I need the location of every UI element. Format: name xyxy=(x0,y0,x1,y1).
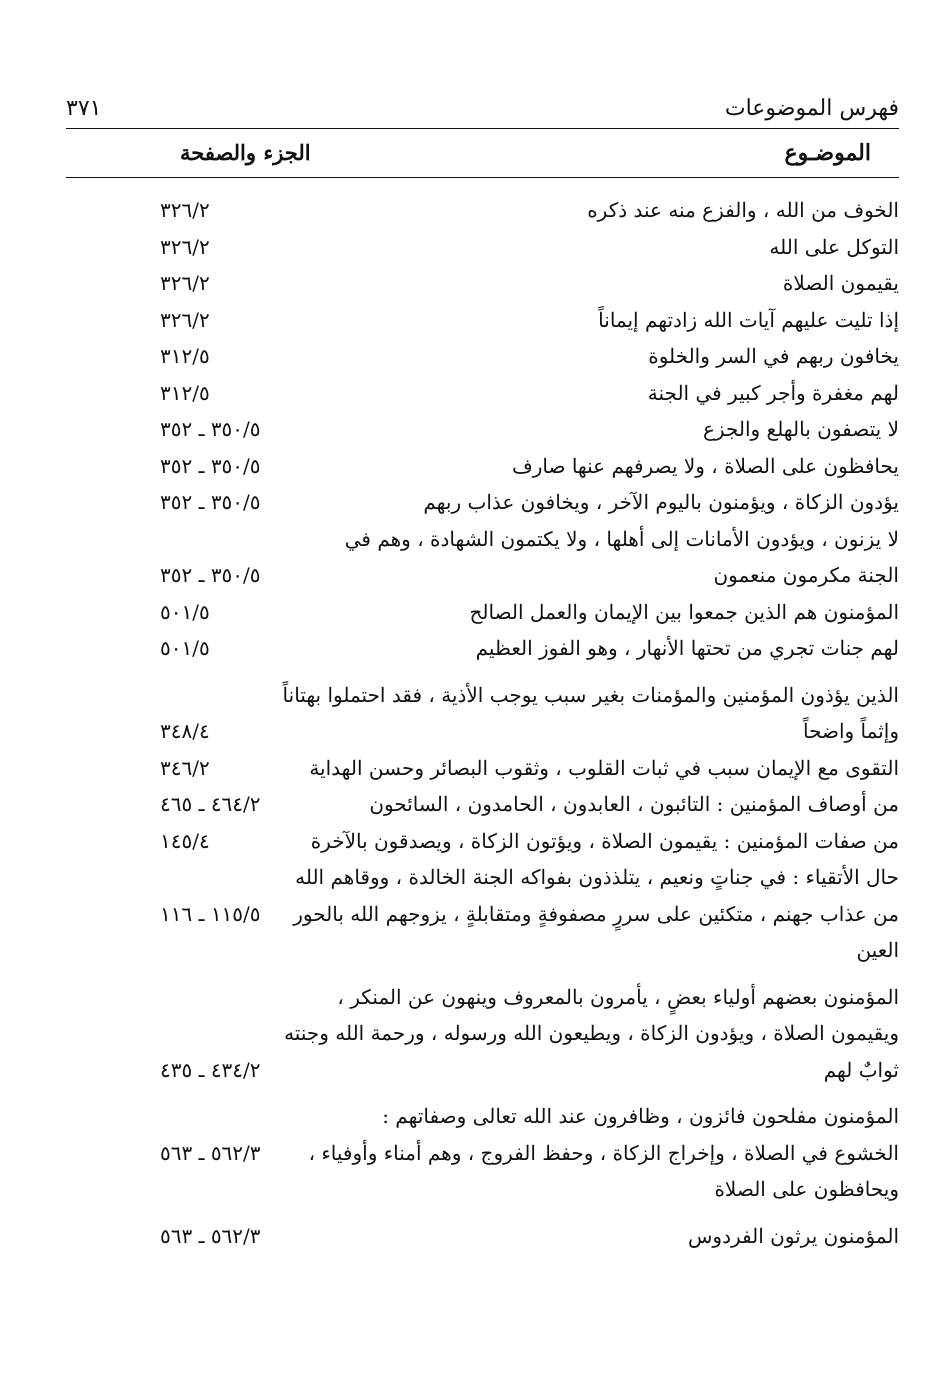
entry-text-line: لا يزنون ، ويؤدون الأمانات إلى أهلها ، ولا يكتمون الشهادة ، وهم في xyxy=(344,526,899,551)
entry-text-line: الخوف من الله ، والفزع منه عند ذكره xyxy=(587,198,899,222)
entry-text-line: ويحافظون على الصلاة xyxy=(714,1177,899,1201)
index-entry xyxy=(66,338,899,375)
entry-page-reference: ١١٥/٥ ـ ١١٦ xyxy=(160,901,261,926)
entry-text-line: لا يتصفون بالهلع والجزع xyxy=(703,417,899,441)
index-entry xyxy=(66,302,899,339)
entry-text-line: الذين يؤذون المؤمنين والمؤمنات بغير سبب يوجب الأذية ، فقد احتملوا بهتاناً xyxy=(282,682,899,707)
entry-page-reference: ٣٢٦/٢ xyxy=(160,307,210,332)
index-entry xyxy=(66,265,899,302)
topic-column-heading: الموضـوع xyxy=(784,140,871,166)
entry-text-line: المؤمنون هم الذين جمعوا بين الإيمان والعمل الصالح xyxy=(469,599,899,624)
index-entries xyxy=(66,192,899,1254)
entry-page-reference: ٣١٢/٥ xyxy=(160,344,210,368)
index-entry xyxy=(66,521,899,594)
index-entry xyxy=(66,979,899,1089)
entry-page-reference: ٣١٢/٥ xyxy=(160,380,210,405)
index-entry xyxy=(66,630,899,667)
entry-page-reference: ٥٠١/٥ xyxy=(160,599,210,624)
header-rule xyxy=(66,128,899,129)
entry-page-reference: ٣٥٠/٥ ـ ٣٥٢ xyxy=(160,417,261,441)
entry-page-reference: ٤٣٤/٢ ـ ٤٣٥ xyxy=(160,1057,261,1082)
index-entry xyxy=(66,484,899,521)
entry-text-line: إذا تليت عليهم آيات الله زادتهم إيماناً xyxy=(598,307,899,332)
entry-spacer xyxy=(66,969,899,979)
reference-column-heading: الجزء والصفحة xyxy=(180,140,311,165)
entry-page-reference: ١٤٥/٤ xyxy=(160,828,210,853)
entry-spacer xyxy=(66,1088,899,1098)
entry-text-line: حال الأتقياء : في جناتٍ ونعيم ، يتلذذون بفواكه الجنة الخالدة ، ووقاهم الله xyxy=(295,865,899,889)
entry-text-line: ثوابٌ لهم xyxy=(823,1057,899,1082)
entry-text-line: المؤمنون مفلحون فائزون ، وظافرون عند الله تعالى وصفاتهم : xyxy=(382,1104,899,1128)
index-entry xyxy=(66,229,899,266)
index-entry xyxy=(66,375,899,412)
index-entry xyxy=(66,750,899,787)
column-heading-rule xyxy=(66,177,899,178)
entry-text-line: لهم مغفرة وأجر كبير في الجنة xyxy=(647,380,899,405)
index-entry xyxy=(66,594,899,631)
entry-page-reference: ٣٢٦/٢ xyxy=(160,234,210,259)
index-entry xyxy=(66,823,899,860)
entry-text-line: من صفات المؤمنين : يقيمون الصلاة ، ويؤتون الزكاة ، ويصدقون بالآخرة xyxy=(310,828,899,853)
entry-text-line: الجنة مكرمون منعمون xyxy=(713,563,899,587)
entry-text-line: من أوصاف المؤمنين : التائبون ، العابدون ، الحامدون ، السائحون xyxy=(369,792,899,816)
entry-page-reference: ٤٦٤/٢ ـ ٤٦٥ xyxy=(160,792,261,816)
entry-page-reference: ٣٤٨/٤ xyxy=(160,719,210,743)
entry-text-line: المؤمنون بعضهم أولياء بعضٍ ، يأمرون بالمعروف وينهون عن المنكر ، xyxy=(337,984,899,1009)
index-entry xyxy=(66,411,899,448)
entry-text-line: التوكل على الله xyxy=(769,234,899,259)
entry-page-reference: ٣٤٦/٢ xyxy=(160,755,210,780)
entry-text-line: لهم جنات تجري من تحتها الأنهار ، وهو الفوز العظيم xyxy=(475,636,899,660)
running-header xyxy=(66,96,899,128)
index-entry xyxy=(66,859,899,969)
entry-page-reference: ٥٠١/٥ xyxy=(160,636,210,660)
entry-text-line: يخافون ربهم في السر والخلوة xyxy=(648,344,899,368)
entry-text-line: من عذاب جهنم ، متكئين على سررٍ مصفوفةٍ ومتقابلةٍ ، يزوجهم الله بالحور xyxy=(293,901,899,926)
entry-spacer xyxy=(66,1208,899,1218)
entry-page-reference: ٥٦٢/٣ ـ ٥٦٣ xyxy=(160,1140,261,1165)
entry-spacer xyxy=(66,667,899,677)
entry-page-reference: ٣٥٠/٥ ـ ٣٥٢ xyxy=(160,490,261,514)
index-entry xyxy=(66,1218,899,1255)
entry-page-reference: ٥٦٢/٣ ـ ٥٦٣ xyxy=(160,1223,261,1248)
entry-text-line: يحافظون على الصلاة ، ولا يصرفهم عنها صارف xyxy=(512,453,899,478)
column-headings xyxy=(66,140,899,174)
entry-page-reference: ٣٥٠/٥ ـ ٣٥٢ xyxy=(160,563,261,587)
page-number: ٣٧١ xyxy=(66,96,102,121)
entry-text-line: العين xyxy=(856,938,899,962)
entry-text-line: التقوى مع الإيمان سبب في ثبات القلوب ، وثقوب البصائر وحسن الهداية xyxy=(309,755,899,780)
entry-text-line: الخشوع في الصلاة ، وإخراج الزكاة ، وحفظ الفروج ، وهم أمناء وأوفياء ، xyxy=(308,1140,899,1165)
entry-text-line: ويقيمون الصلاة ، ويؤدون الزكاة ، ويطيعون الله ورسوله ، ورحمة الله وجنته xyxy=(284,1021,899,1045)
index-entry xyxy=(66,448,899,485)
entry-text-line: وإثماً واضحاً xyxy=(803,719,899,743)
index-entry xyxy=(66,677,899,750)
header-title: فهرس الموضوعات xyxy=(724,96,899,121)
entry-page-reference: ٣٥٠/٥ ـ ٣٥٢ xyxy=(160,453,261,478)
entry-page-reference: ٣٢٦/٢ xyxy=(160,198,210,222)
index-entry xyxy=(66,192,899,229)
index-entry xyxy=(66,786,899,823)
entry-text-line: يقيمون الصلاة xyxy=(782,271,899,295)
entry-page-reference: ٣٢٦/٢ xyxy=(160,271,210,295)
entry-text-line: المؤمنون يرثون الفردوس xyxy=(688,1223,899,1248)
entry-text-line: يؤدون الزكاة ، ويؤمنون باليوم الآخر ، ويخافون عذاب ربهم xyxy=(423,490,899,514)
index-entry xyxy=(66,1098,899,1208)
